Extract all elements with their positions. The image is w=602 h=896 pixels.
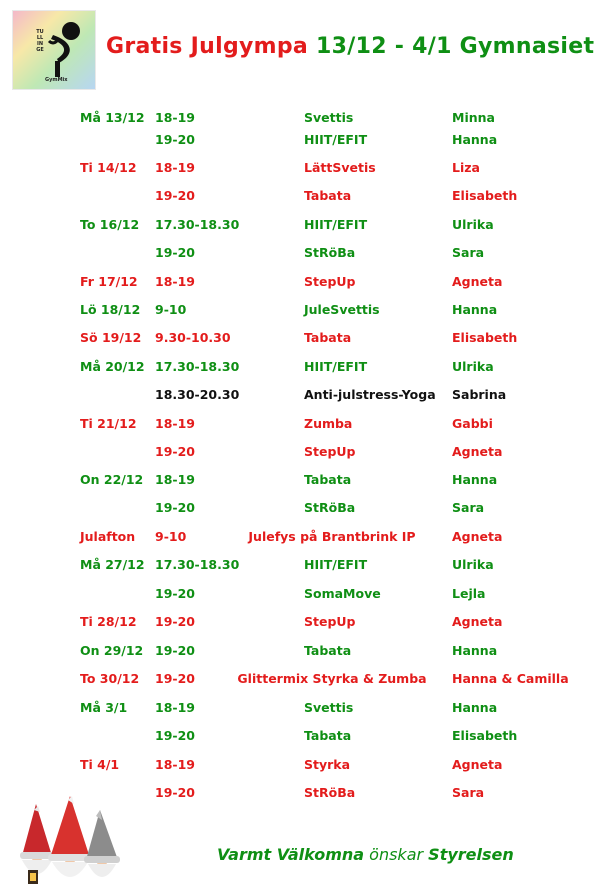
schedule-row [0, 330, 602, 348]
schedule-activity: Glittermix Styrka & Zumba [237, 671, 427, 686]
schedule-instructor: Hanna [452, 132, 498, 147]
schedule-instructor: Elisabeth [452, 188, 518, 203]
schedule-day: Må 3/1 [80, 700, 128, 715]
footer-welcome: Varmt Välkomna [217, 845, 365, 864]
schedule-time: 19-20 [155, 671, 195, 686]
schedule-instructor: Lejla [452, 586, 486, 601]
schedule-day: On 29/12 [80, 643, 144, 658]
schedule-time: 18-19 [155, 160, 195, 175]
schedule-time: 19-20 [155, 586, 195, 601]
schedule-time: 19-20 [155, 643, 195, 658]
schedule-time: 18-19 [155, 110, 195, 125]
schedule-time: 18.30-20.30 [155, 387, 240, 402]
schedule-row [0, 387, 602, 405]
schedule-row [0, 586, 602, 604]
schedule-time: 19-20 [155, 132, 195, 147]
schedule-activity: StepUp [304, 614, 356, 629]
schedule-time: 9-10 [155, 302, 187, 317]
schedule-day: Ti 4/1 [80, 757, 120, 772]
schedule-time: 18-19 [155, 700, 195, 715]
schedule-instructor: Sabrina [452, 387, 507, 402]
schedule-instructor: Hanna & Camilla [452, 671, 569, 686]
schedule-instructor: Hanna [452, 472, 498, 487]
christmas-gnomes-illustration [8, 796, 138, 888]
schedule-instructor: Liza [452, 160, 480, 175]
schedule-time: 19-20 [155, 245, 195, 260]
schedule-time: 17.30-18.30 [155, 217, 240, 232]
schedule-time: 18-19 [155, 274, 195, 289]
schedule-activity: StRöBa [304, 500, 356, 515]
schedule-row [0, 132, 602, 150]
schedule-row [0, 110, 602, 128]
schedule-row [0, 500, 602, 518]
schedule-instructor: Agneta [452, 757, 503, 772]
schedule-day: Lö 18/12 [80, 302, 141, 317]
schedule-instructor: Gabbi [452, 416, 493, 431]
schedule-activity: Zumba [304, 416, 353, 431]
schedule-activity: Svettis [304, 700, 354, 715]
schedule-row [0, 217, 602, 235]
schedule-activity: StepUp [304, 444, 356, 459]
schedule-activity: LättSvetis [304, 160, 376, 175]
schedule-time: 19-20 [155, 188, 195, 203]
schedule-row [0, 472, 602, 490]
schedule-time: 9.30-10.30 [155, 330, 231, 345]
logo-bottom-text: GymMix [45, 77, 68, 83]
schedule-row [0, 274, 602, 292]
schedule-row [0, 700, 602, 718]
schedule-instructor: Agneta [452, 529, 503, 544]
schedule-row [0, 444, 602, 462]
schedule-row [0, 557, 602, 575]
schedule-time: 19-20 [155, 614, 195, 629]
schedule-day: Må 13/12 [80, 110, 145, 125]
schedule-day: Ti 28/12 [80, 614, 137, 629]
schedule-day: Julafton [80, 529, 136, 544]
schedule-instructor: Sara [452, 500, 485, 515]
title-dates: 13/12 - 4/1 Gymnasiet [316, 34, 595, 59]
schedule-activity: HIIT/EFIT [304, 359, 368, 374]
schedule-instructor: Sara [452, 785, 485, 800]
title-main: Gratis Julgympa [106, 34, 309, 59]
schedule-activity: Styrka [304, 757, 351, 772]
schedule-activity: HIIT/EFIT [304, 132, 368, 147]
schedule-instructor: Hanna [452, 700, 498, 715]
schedule-time: 17.30-18.30 [155, 557, 240, 572]
schedule-row [0, 302, 602, 320]
schedule-day: Ti 21/12 [80, 416, 137, 431]
schedule-time: 17.30-18.30 [155, 359, 240, 374]
schedule-activity: Tabata [304, 472, 352, 487]
schedule-day: Må 20/12 [80, 359, 145, 374]
schedule-row [0, 529, 602, 547]
club-logo [12, 10, 96, 90]
schedule-activity: Tabata [304, 728, 352, 743]
schedule-activity: Tabata [304, 330, 352, 345]
schedule-row [0, 188, 602, 206]
schedule-instructor: Ulrika [452, 557, 494, 572]
schedule-day: To 16/12 [80, 217, 140, 232]
schedule-instructor: Agneta [452, 274, 503, 289]
schedule-instructor: Agneta [452, 614, 503, 629]
schedule-day: Sö 19/12 [80, 330, 142, 345]
schedule-instructor: Minna [452, 110, 495, 125]
logo-vertical-text: TULLINGE [36, 29, 44, 53]
schedule-row [0, 416, 602, 434]
schedule-activity: StRöBa [304, 245, 356, 260]
schedule-instructor: Ulrika [452, 217, 494, 232]
schedule-activity: Julefys på Brantbrink IP [248, 529, 416, 544]
schedule-time: 18-19 [155, 757, 195, 772]
schedule-day: Ti 14/12 [80, 160, 137, 175]
schedule-instructor: Ulrika [452, 359, 494, 374]
schedule-activity: HIIT/EFIT [304, 557, 368, 572]
schedule-row [0, 728, 602, 746]
schedule-activity: Svettis [304, 110, 354, 125]
schedule-activity: HIIT/EFIT [304, 217, 368, 232]
schedule-day: To 30/12 [80, 671, 140, 686]
schedule-activity: StRöBa [304, 785, 356, 800]
schedule-row [0, 757, 602, 775]
schedule-row [0, 359, 602, 377]
schedule-time: 19-20 [155, 728, 195, 743]
schedule-instructor: Elisabeth [452, 728, 518, 743]
schedule-row [0, 245, 602, 263]
footer-board: Styrelsen [428, 845, 514, 864]
schedule-activity: Tabata [304, 188, 352, 203]
footer-wishes: önskar [369, 845, 424, 864]
schedule-time: 19-20 [155, 785, 195, 800]
schedule-instructor: Hanna [452, 302, 498, 317]
schedule-activity: Tabata [304, 643, 352, 658]
schedule-time: 19-20 [155, 444, 195, 459]
schedule-time: 9-10 [155, 529, 187, 544]
schedule-activity: StepUp [304, 274, 356, 289]
schedule-row [0, 614, 602, 632]
schedule-day: Må 27/12 [80, 557, 145, 572]
schedule-row [0, 160, 602, 178]
schedule-time: 18-19 [155, 472, 195, 487]
schedule-activity: Anti-julstress-Yoga [304, 387, 436, 402]
schedule-instructor: Sara [452, 245, 485, 260]
schedule-row [0, 643, 602, 661]
schedule-time: 18-19 [155, 416, 195, 431]
page-title [106, 34, 594, 59]
schedule-day: Fr 17/12 [80, 274, 138, 289]
schedule-day: On 22/12 [80, 472, 144, 487]
footer-greeting [217, 845, 514, 864]
schedule-instructor: Agneta [452, 444, 503, 459]
schedule-instructor: Elisabeth [452, 330, 518, 345]
schedule-activity: SomaMove [304, 586, 381, 601]
schedule-time: 19-20 [155, 500, 195, 515]
schedule-activity: JuleSvettis [304, 302, 380, 317]
schedule-row [0, 671, 602, 689]
schedule-instructor: Hanna [452, 643, 498, 658]
